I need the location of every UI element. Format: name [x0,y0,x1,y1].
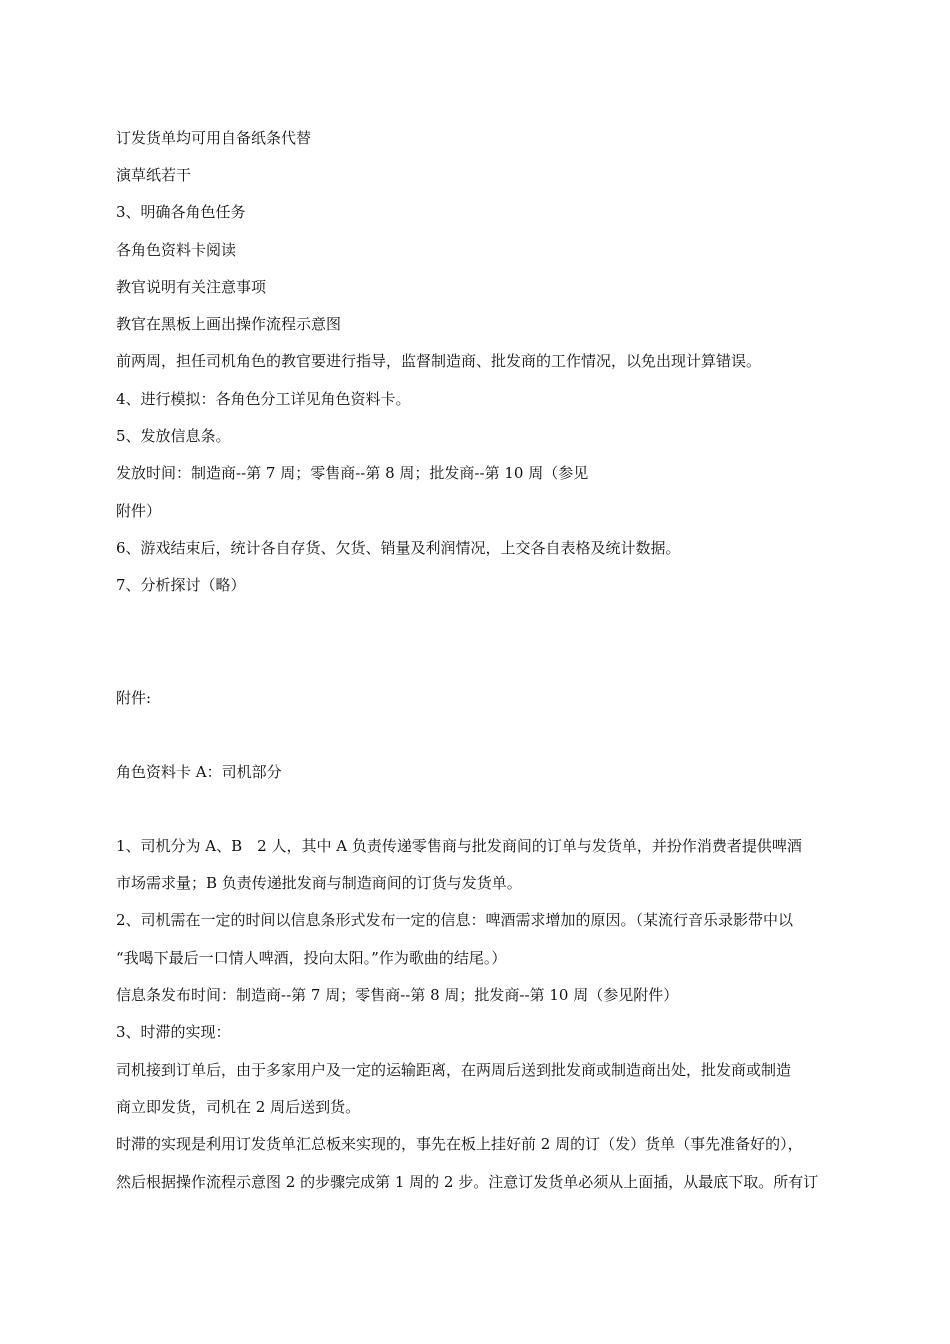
section-heading: 3、明确各角色任务 [116,203,246,221]
text-line: 各角色资料卡阅读 [116,241,237,259]
appendix-heading: 附件: [116,689,152,707]
text-line: 发放时间：制造商--第 7 周；零售商--第 8 周；批发商--第 10 周（参见 [116,464,589,482]
text-line: 1、司机分为 A、B 2 人，其中 A 负责传递零售商与批发商间的订单与发货单，并扮作消费者提供啤酒 [116,837,802,855]
section-heading: 3、时滞的实现： [116,1023,231,1041]
text-line: 演草纸若干 [116,166,192,184]
text-line: 2、司机需在一定的时间以信息条形式发布一定的信息：啤酒需求增加的原因。（某流行音乐录影带中以 [116,911,794,929]
text-line: 时滞的实现是利用订发货单汇总板来实现的，事先在板上挂好前 2 周的订（发）货单（事先准备好的）， [116,1135,803,1153]
text-line: 教官说明有关注意事项 [116,278,267,296]
role-card-title: 角色资料卡 A：司机部分 [116,763,282,781]
text-line: 附件） [116,502,162,520]
text-line: 订发货单均可用自备纸条代替 [116,129,312,147]
section-heading: 7、分析探讨（略） [116,576,246,594]
text-line: 市场需求量；B 负责传递批发商与制造商间的订货与发货单。 [116,874,522,892]
section-heading: 5、发放信息条。 [116,427,231,445]
text-line: 前两周，担任司机角色的教官要进行指导，监督制造商、批发商的工作情况，以免出现计算错误。 [116,352,762,370]
text-line: 商立即发货，司机在 2 周后送到货。 [116,1098,361,1116]
text-line: 信息条发布时间：制造商--第 7 周；零售商--第 8 周；批发商--第 10 周（参见附件） [116,986,679,1004]
text-line: “我喝下最后一口情人啤酒，投向太阳。”作为歌曲的结尾。） [116,949,507,967]
section-heading: 6、游戏结束后，统计各自存货、欠货、销量及利润情况，上交各自表格及统计数据。 [116,539,681,557]
text-line: 然后根据操作流程示意图 2 的步骤完成第 1 周的 2 步。注意订发货单必须从上面插，从最底下取。所有订 [116,1173,819,1191]
section-heading: 4、进行模拟：各角色分工详见角色资料卡。 [116,390,411,408]
text-line: 司机接到订单后，由于多家用户及一定的运输距离，在两周后送到批发商或制造商出处，批发商或制造 [116,1061,792,1079]
text-line: 教官在黑板上画出操作流程示意图 [116,315,342,333]
